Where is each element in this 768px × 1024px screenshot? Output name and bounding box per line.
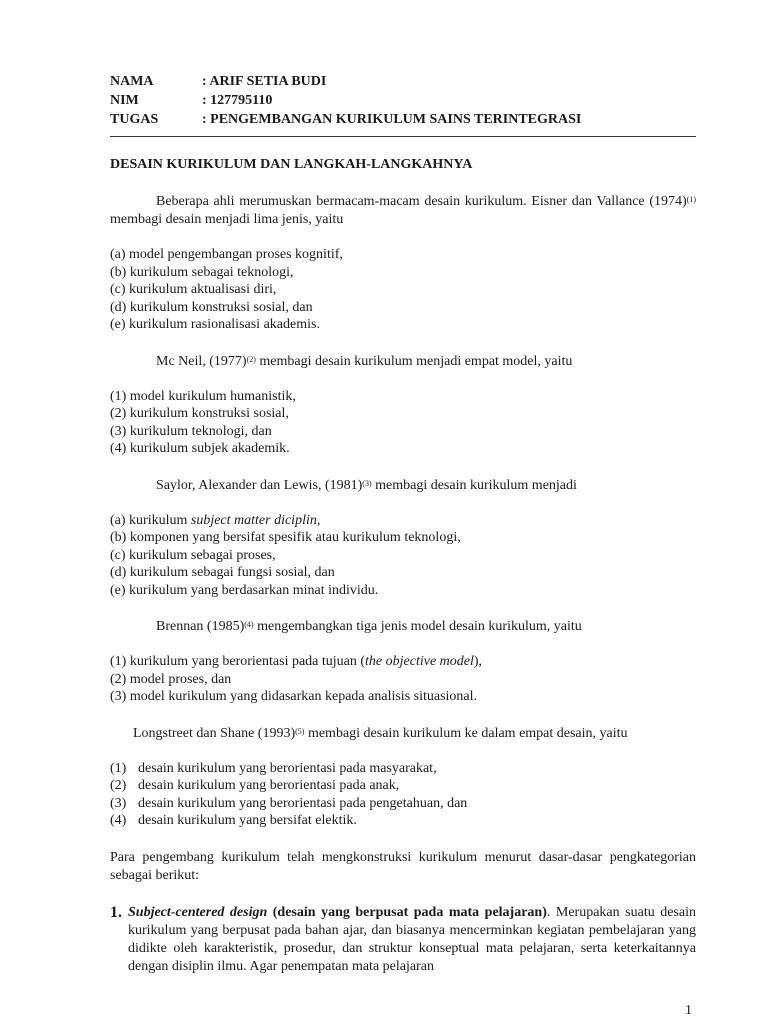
list-item: (d) kurikulum konstruksi sosial, dan xyxy=(110,299,313,315)
item-number: (4) xyxy=(110,813,127,828)
document-title: DESAIN KURIKULUM DAN LANGKAH-LANGKAHNYA xyxy=(110,157,473,172)
paragraph-kategori: Para pengembang kurikulum telah mengkonstruksi kurikulum menurut dasar-dasar pengkategorian sebagai berikut: xyxy=(110,849,696,883)
list-brennan xyxy=(110,653,696,706)
footnote-ref: (2) xyxy=(246,354,256,364)
list-item: (a) model pengembangan proses kognitif, xyxy=(110,247,343,262)
italic-term: the objective model xyxy=(365,654,474,669)
list-item: (2) model proses, dan xyxy=(110,671,232,687)
paragraph-mcneil xyxy=(110,353,696,371)
paragraph-brennan xyxy=(110,618,696,636)
footnote-ref: (1) xyxy=(686,195,696,204)
list-longstreet xyxy=(110,760,696,830)
list-item: (4) kurikulum subjek akademik. xyxy=(110,441,290,456)
text: (a) kurikulum xyxy=(110,512,191,528)
header-value: : 127795110 xyxy=(202,93,273,108)
list-saylor xyxy=(110,512,696,600)
text: membagi desain kurikulum menjadi xyxy=(371,477,577,493)
footnote-ref: (3) xyxy=(362,478,372,488)
list-item: (b) komponen yang bersifat spesifik atau kurikulum teknologi, xyxy=(110,530,461,545)
header-value: : PENGEMBANGAN KURIKULUM SAINS TERINTEGRASI xyxy=(202,112,582,127)
list-item: (3) kurikulum teknologi, dan xyxy=(110,423,272,439)
text: membagi desain menjadi lima jenis, yaitu xyxy=(110,212,344,227)
header-label: NIM xyxy=(110,93,139,108)
section-title: (desain yang berpusat pada mata pelajaran) xyxy=(267,904,547,920)
item-number: (3) xyxy=(110,795,127,811)
section-body xyxy=(128,904,696,976)
item-text: desain kurikulum yang bersifat elektik. xyxy=(138,813,357,828)
list-eisner xyxy=(110,246,696,334)
page-number: 1 xyxy=(685,1003,692,1018)
list-item: (d) kurikulum sebagai fungsi sosial, dan xyxy=(110,565,335,580)
paragraph-longstreet xyxy=(110,725,696,743)
text: Mc Neil, (1977) xyxy=(156,353,247,369)
text: Longstreet dan Shane (1993) xyxy=(133,725,296,741)
text: (1) kurikulum yang berorientasi pada tujuan ( xyxy=(110,654,366,669)
document-page xyxy=(110,72,696,976)
list-item xyxy=(110,812,696,830)
text: membagi desain kurikulum menjadi empat model, yaitu xyxy=(255,353,573,369)
list-item: (e) kurikulum rasionalisasi akademis. xyxy=(110,317,320,332)
header-label: NAMA xyxy=(110,74,154,89)
header-value: : ARIF SETIA BUDI xyxy=(202,74,327,89)
list-item: (b) kurikulum sebagai teknologi, xyxy=(110,264,294,280)
section-text: . Merupakan suatu desain kurikulum yang berpusat pada bahan ajar, dan biasanya mencerminkan kegiatan pembelajaran yang didikte oleh karakteristik, prosedur, dan struktur konseptual mata pelajaran, serta keterkaitannya dengan disiplin ilmu. Agar penempatan mata pelajaran xyxy=(128,904,696,974)
item-text: desain kurikulum yang berorientasi pada pengetahuan, dan xyxy=(138,795,468,811)
list-item: (2) kurikulum konstruksi sosial, xyxy=(110,406,289,421)
list-item: (e) kurikulum yang berdasarkan minat individu. xyxy=(110,582,379,598)
section-subject-centered xyxy=(110,904,696,976)
footnote-ref: (5) xyxy=(295,726,305,736)
list-item: (c) kurikulum aktualisasi diri, xyxy=(110,282,277,297)
item-number: (2) xyxy=(110,778,127,793)
header-divider xyxy=(110,136,696,137)
text: mengembangkan tiga jenis model desain kurikulum, yaitu xyxy=(253,619,582,634)
list-item xyxy=(110,653,696,671)
text: Beberapa ahli merumuskan bermacam-macam desain kurikulum. Eisner dan Vallance (1974) xyxy=(156,194,687,209)
section-title-italic: Subject-centered design xyxy=(128,904,268,920)
header-block xyxy=(110,72,696,137)
list-item xyxy=(110,795,696,813)
item-text: desain kurikulum yang berorientasi pada masyarakat, xyxy=(138,760,437,776)
section-number: 1. xyxy=(110,903,122,921)
list-item: (1) model kurikulum humanistik, xyxy=(110,388,296,404)
list-item: (3) model kurikulum yang didasarkan kepada analisis situasional. xyxy=(110,689,478,704)
list-mcneil xyxy=(110,388,696,458)
paragraph-eisner xyxy=(110,193,696,229)
list-item: (c) kurikulum sebagai proses, xyxy=(110,547,276,563)
text: Saylor, Alexander dan Lewis, (1981) xyxy=(156,477,363,493)
list-item xyxy=(110,760,696,778)
header-label: TUGAS xyxy=(110,112,159,127)
footnote-ref: (4) xyxy=(244,620,254,629)
header-row-nama xyxy=(110,72,696,91)
list-item xyxy=(110,777,696,795)
text: ), xyxy=(473,654,483,669)
header-row-tugas xyxy=(110,110,696,129)
paragraph-saylor xyxy=(110,477,696,495)
item-number: (1) xyxy=(110,760,127,776)
text: membagi desain kurikulum ke dalam empat desain, yaitu xyxy=(304,725,628,741)
item-text: desain kurikulum yang berorientasi pada anak, xyxy=(138,778,400,793)
header-row-nim xyxy=(110,91,696,110)
italic-term: subject matter diciplin xyxy=(190,512,317,528)
text: Brennan (1985) xyxy=(156,619,245,634)
list-item xyxy=(110,512,696,530)
text: , xyxy=(316,512,321,528)
